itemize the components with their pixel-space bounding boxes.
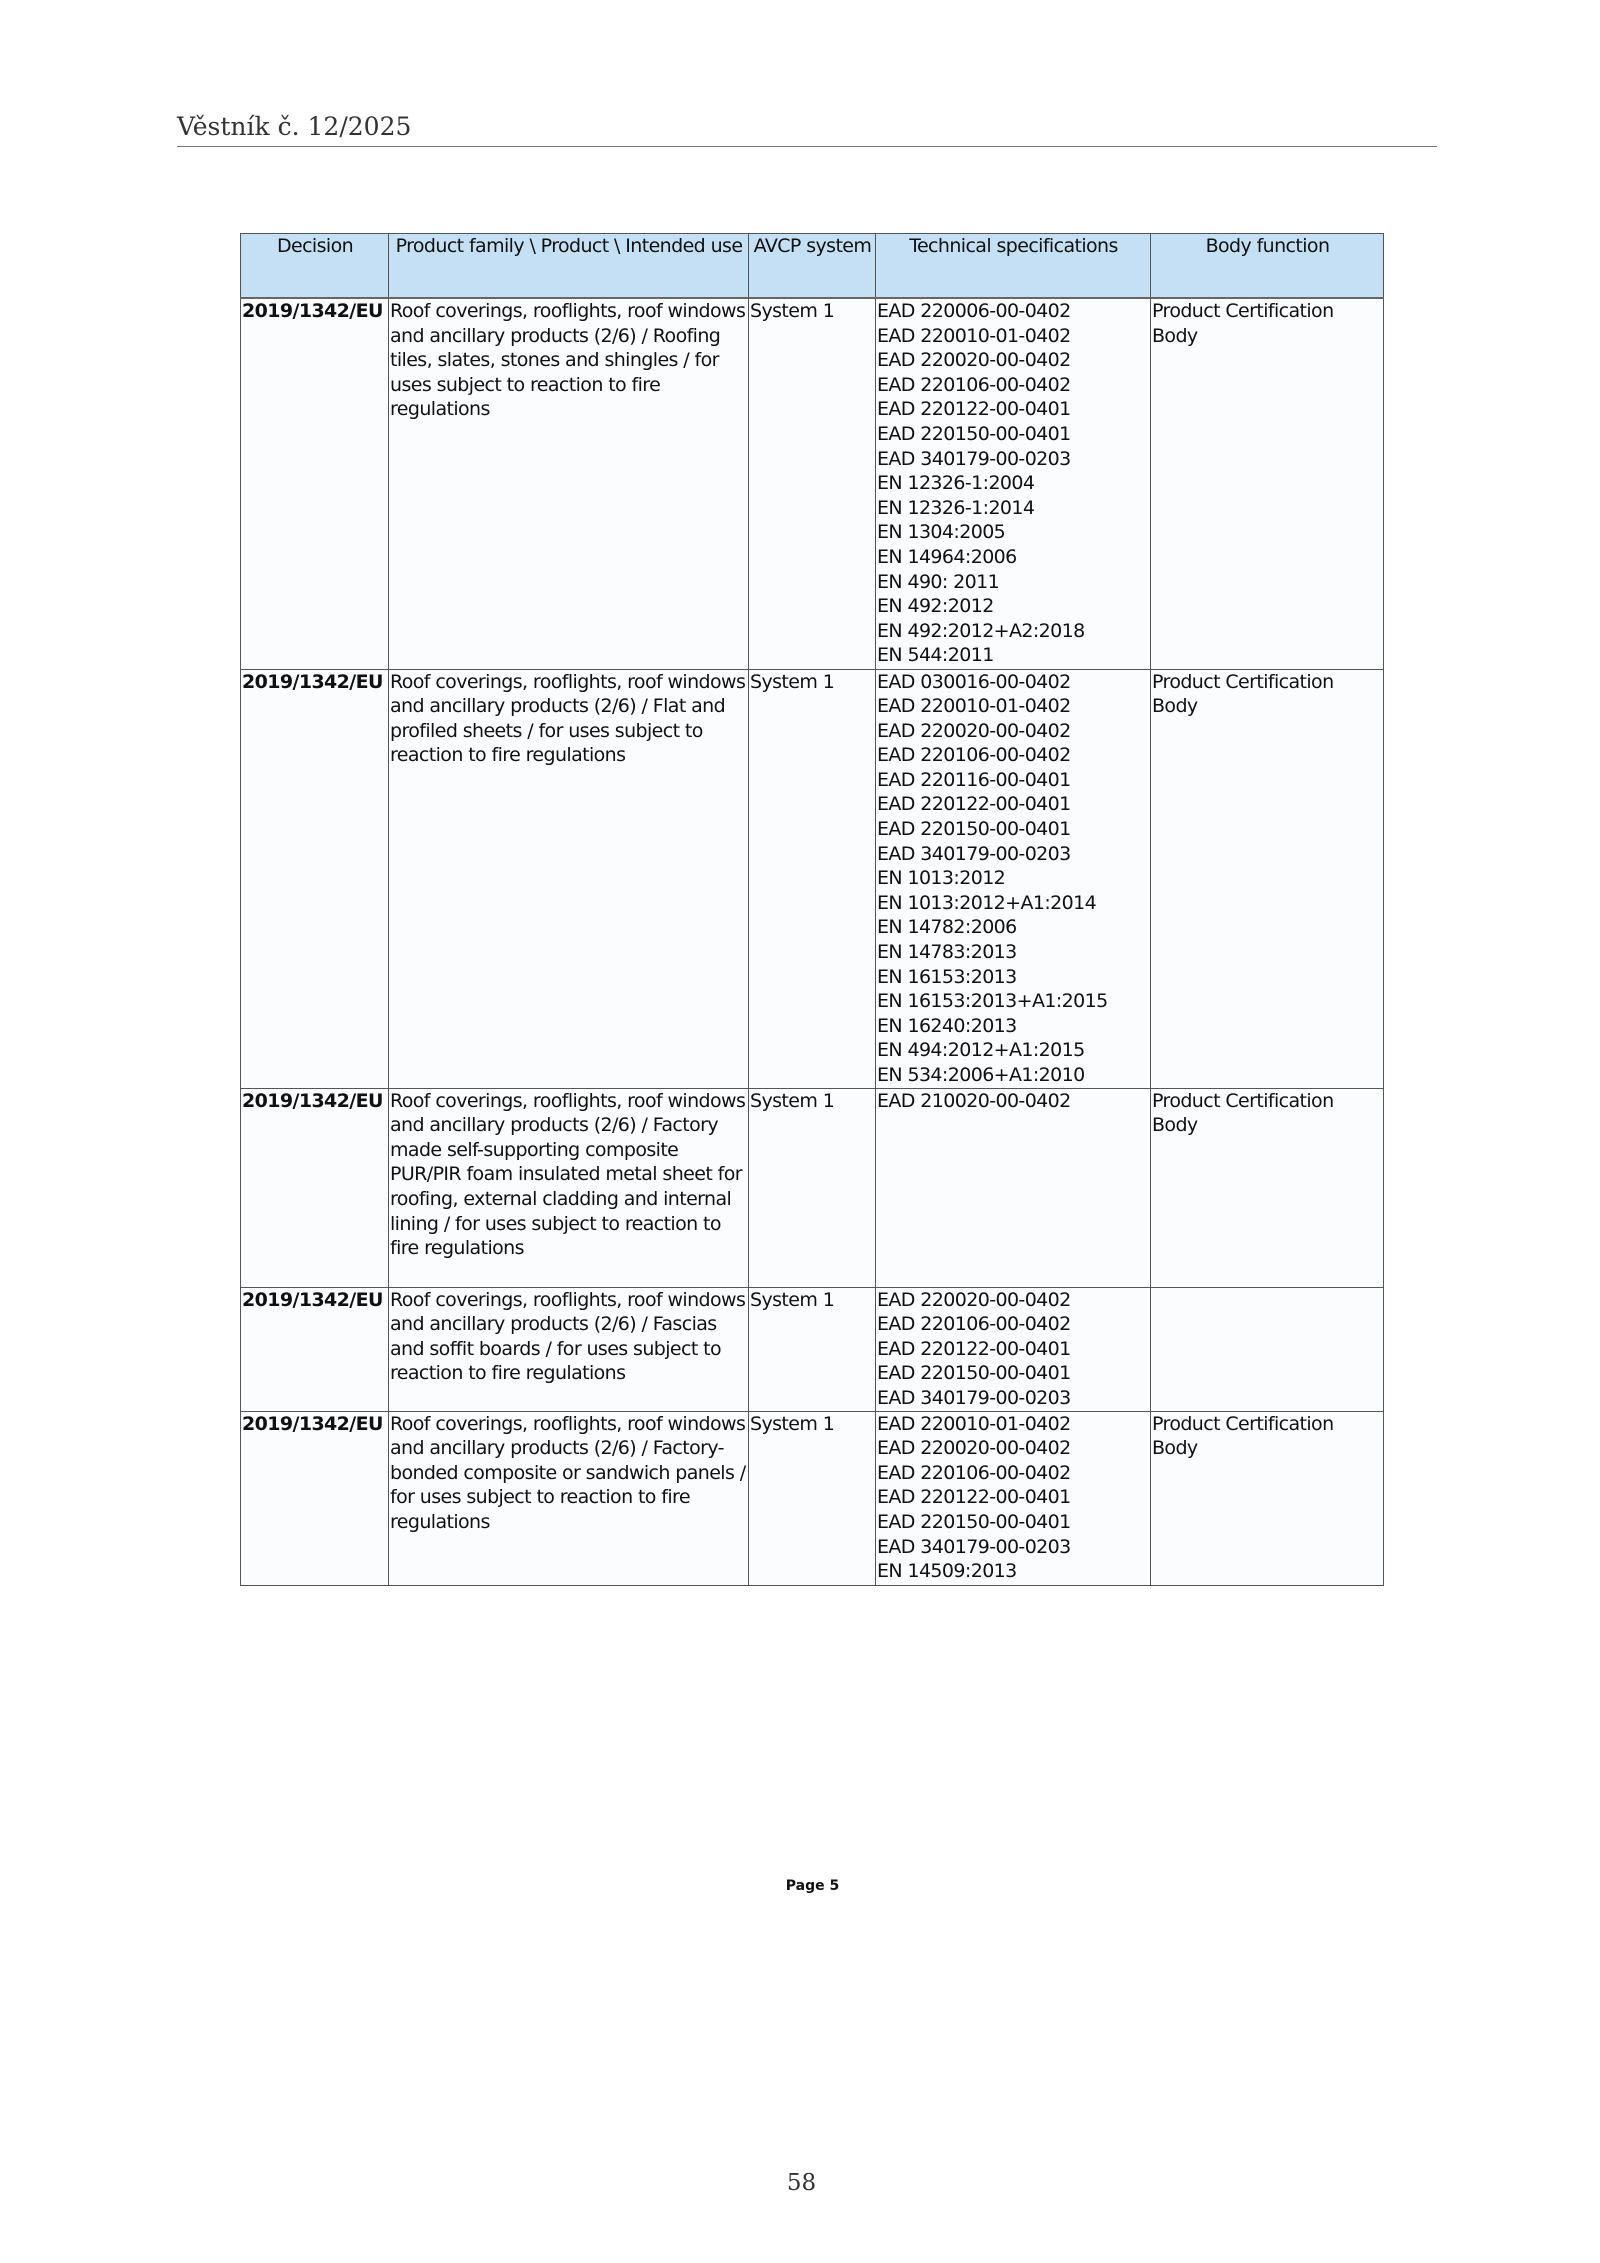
spec-item: EAD 340179-00-0203 bbox=[877, 1386, 1071, 1409]
body-function-cell bbox=[1151, 1287, 1384, 1411]
spec-item: EAD 220010-01-0402 bbox=[877, 695, 1071, 718]
specs-cell bbox=[876, 298, 1151, 669]
column-header: AVCP system bbox=[749, 234, 876, 299]
specs-cell bbox=[876, 1287, 1151, 1411]
avcp-cell: System 1 bbox=[749, 1088, 876, 1287]
certification-table bbox=[240, 233, 1384, 1586]
spec-item: EN 544:2011 bbox=[877, 644, 994, 667]
spec-item: EN 1013:2012+A1:2014 bbox=[877, 891, 1097, 914]
spec-item: EN 14509:2013 bbox=[877, 1560, 1017, 1583]
table-row bbox=[241, 1411, 1384, 1585]
spec-item: EN 16153:2013 bbox=[877, 965, 1017, 988]
spec-item: EN 492:2012 bbox=[877, 595, 994, 618]
avcp-cell: System 1 bbox=[749, 1287, 876, 1411]
spec-item: EAD 220020-00-0402 bbox=[877, 1288, 1071, 1311]
spec-item: EAD 030016-00-0402 bbox=[877, 670, 1071, 693]
body-function-cell: Product Certification Body bbox=[1151, 1088, 1384, 1287]
specs-cell bbox=[876, 1411, 1151, 1585]
body-function-cell: Product Certification Body bbox=[1151, 298, 1384, 669]
spec-item: EAD 220010-01-0402 bbox=[877, 324, 1071, 347]
spec-item: EAD 220122-00-0401 bbox=[877, 1486, 1071, 1509]
specs-cell bbox=[876, 669, 1151, 1088]
header-divider bbox=[177, 146, 1437, 147]
page-number: 58 bbox=[786, 2170, 817, 2196]
product-cell: Roof coverings, rooflights, roof windows and ancillary products (2/6) / Factory-bonded composite or sandwich panels / for uses subject to reaction to fire regulations bbox=[389, 1411, 749, 1585]
specs-cell bbox=[876, 1088, 1151, 1287]
column-header: Product family \ Product \ Intended use bbox=[389, 234, 749, 299]
decision-cell: 2019/1342/EU bbox=[241, 1287, 389, 1411]
body-function-cell: Product Certification Body bbox=[1151, 669, 1384, 1088]
spec-item: EN 14782:2006 bbox=[877, 916, 1017, 939]
spec-item: EAD 220106-00-0402 bbox=[877, 744, 1071, 767]
spec-item: EAD 220150-00-0401 bbox=[877, 818, 1071, 841]
product-cell: Roof coverings, rooflights, roof windows and ancillary products (2/6) / Fascias and soffit boards / for uses subject to reaction to fire regulations bbox=[389, 1287, 749, 1411]
spec-item: EAD 220122-00-0401 bbox=[877, 793, 1071, 816]
spec-item: EAD 220020-00-0402 bbox=[877, 349, 1071, 372]
journal-header: Věstník č. 12/2025 bbox=[177, 112, 412, 141]
column-header: Technical specifications bbox=[876, 234, 1151, 299]
spec-item: EAD 220122-00-0401 bbox=[877, 398, 1071, 421]
decision-cell: 2019/1342/EU bbox=[241, 1411, 389, 1585]
spec-item: EN 1013:2012 bbox=[877, 867, 1006, 890]
spec-item: EAD 220020-00-0402 bbox=[877, 719, 1071, 742]
spec-item: EAD 220106-00-0402 bbox=[877, 373, 1071, 396]
avcp-cell: System 1 bbox=[749, 1411, 876, 1585]
spec-item: EN 14783:2013 bbox=[877, 941, 1017, 964]
spec-item: EAD 220006-00-0402 bbox=[877, 300, 1071, 322]
spec-item: EN 490: 2011 bbox=[877, 570, 1000, 593]
product-cell: Roof coverings, rooflights, roof windows and ancillary products (2/6) / Flat and profiled sheets / for uses subject to reaction to fire regulations bbox=[389, 669, 749, 1088]
decision-cell: 2019/1342/EU bbox=[241, 669, 389, 1088]
spec-item: EAD 220150-00-0401 bbox=[877, 1510, 1071, 1533]
spec-item: EAD 220106-00-0402 bbox=[877, 1313, 1071, 1336]
table-row bbox=[241, 1287, 1384, 1411]
spec-item: EAD 220150-00-0401 bbox=[877, 1362, 1071, 1385]
decision-cell: 2019/1342/EU bbox=[241, 1088, 389, 1287]
table-row bbox=[241, 1088, 1384, 1287]
spec-item: EN 16153:2013+A1:2015 bbox=[877, 990, 1108, 1013]
body-function-cell: Product Certification Body bbox=[1151, 1411, 1384, 1585]
decision-cell: 2019/1342/EU bbox=[241, 298, 389, 669]
spec-item: EAD 220020-00-0402 bbox=[877, 1437, 1071, 1460]
spec-item: EAD 340179-00-0203 bbox=[877, 842, 1071, 865]
spec-item: EAD 220122-00-0401 bbox=[877, 1337, 1071, 1360]
avcp-cell: System 1 bbox=[749, 298, 876, 669]
spec-item: EAD 220116-00-0401 bbox=[877, 768, 1071, 791]
avcp-cell: System 1 bbox=[749, 669, 876, 1088]
spec-item: EN 534:2006+A1:2010 bbox=[877, 1064, 1085, 1086]
product-cell: Roof coverings, rooflights, roof windows and ancillary products (2/6) / Roofing tiles, slates, stones and shingles / for uses subject to reaction to fire regulations bbox=[389, 298, 749, 669]
spec-item: EAD 220106-00-0402 bbox=[877, 1461, 1071, 1484]
spec-item: EAD 340179-00-0203 bbox=[877, 447, 1071, 470]
table-row bbox=[241, 669, 1384, 1088]
product-cell: Roof coverings, rooflights, roof windows and ancillary products (2/6) / Factory made self-supporting composite PUR/PIR foam insulated metal sheet for roofing, external cladding and internal lining / for uses subject to reaction to fire regulations bbox=[389, 1088, 749, 1287]
column-header: Body function bbox=[1151, 234, 1384, 299]
page-label: Page 5 bbox=[785, 1878, 840, 1894]
table-header-row bbox=[241, 234, 1384, 299]
spec-item: EAD 340179-00-0203 bbox=[877, 1535, 1071, 1558]
spec-item: EN 16240:2013 bbox=[877, 1014, 1017, 1037]
spec-item: EAD 210020-00-0402 bbox=[877, 1089, 1071, 1112]
spec-item: EN 1304:2005 bbox=[877, 521, 1006, 544]
spec-item: EN 492:2012+A2:2018 bbox=[877, 619, 1085, 642]
spec-item: EAD 220150-00-0401 bbox=[877, 422, 1071, 445]
column-header: Decision bbox=[241, 234, 389, 299]
table-row bbox=[241, 298, 1384, 669]
spec-item: EN 14964:2006 bbox=[877, 545, 1017, 568]
spec-item: EN 12326-1:2014 bbox=[877, 496, 1035, 519]
spec-item: EAD 220010-01-0402 bbox=[877, 1412, 1071, 1435]
spec-item: EN 494:2012+A1:2015 bbox=[877, 1039, 1085, 1062]
spec-item: EN 12326-1:2004 bbox=[877, 472, 1035, 495]
